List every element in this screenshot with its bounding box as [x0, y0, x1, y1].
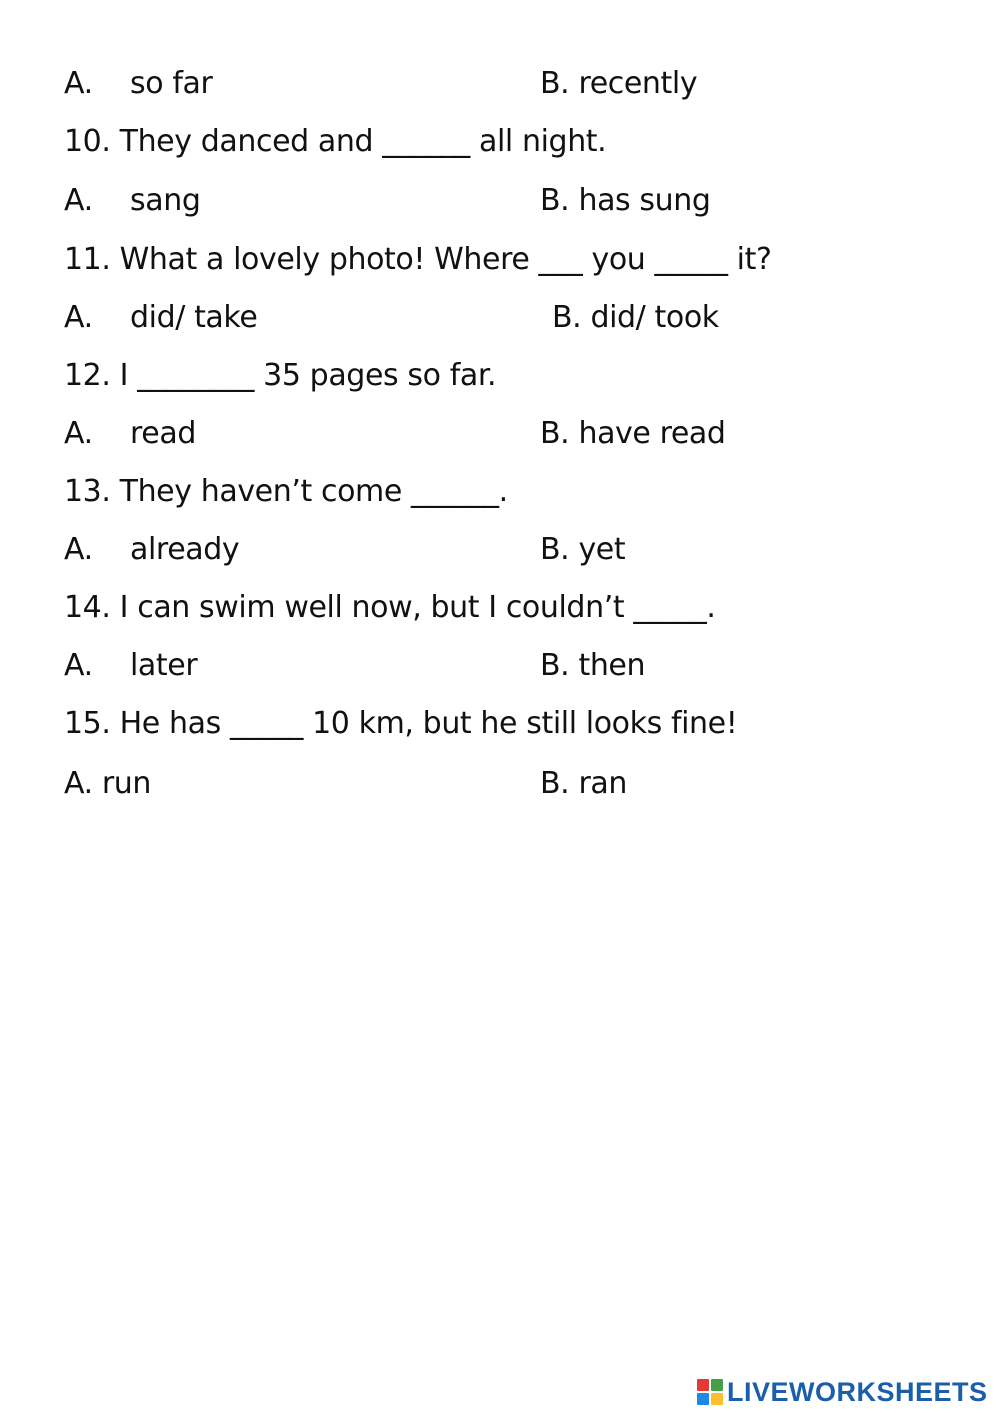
liveworksheets-logo-icon [697, 1379, 723, 1405]
option-a-text: read [130, 416, 196, 451]
option-b-text: B. then [540, 648, 646, 683]
question-row [0, 356, 1000, 414]
option-b-text: B. yet [540, 532, 626, 567]
question-row [0, 588, 1000, 646]
question-13: 13. They haven’t come ______. [64, 474, 508, 509]
options-row [0, 414, 1000, 472]
option-a-text: did/ take [130, 300, 258, 335]
question-row [0, 122, 1000, 180]
brand-name: LIVEWORKSHEETS [727, 1377, 988, 1407]
question-11: 11. What a lovely photo! Where ___ you _____ it? [64, 242, 772, 277]
options-row [0, 181, 1000, 239]
options-row [0, 764, 1000, 822]
logo-cell-red [697, 1379, 709, 1391]
question-row [0, 704, 1000, 762]
options-row [0, 646, 1000, 704]
option-b-text: B. did/ took [552, 300, 719, 335]
option-a-text: sang [130, 183, 201, 218]
option-b-text: B. has sung [540, 183, 711, 218]
question-15: 15. He has _____ 10 km, but he still looks fine! [64, 706, 738, 741]
question-10: 10. They danced and ______ all night. [64, 124, 607, 159]
question-12: 12. I ________ 35 pages so far. [64, 358, 497, 393]
liveworksheets-brand [697, 1378, 988, 1406]
option-a-letter: A. [64, 532, 93, 567]
option-a-letter: A. [64, 416, 93, 451]
option-b-text: B. ran [540, 766, 627, 801]
logo-cell-blue [697, 1393, 709, 1405]
option-a-letter: A. [64, 66, 93, 101]
options-row [0, 298, 1000, 356]
logo-cell-yellow [711, 1393, 723, 1405]
option-a-text: A. run [64, 766, 152, 801]
options-row [0, 64, 1000, 122]
question-row [0, 472, 1000, 530]
option-a-letter: A. [64, 648, 93, 683]
option-a-text: so far [130, 66, 213, 101]
option-a-text: already [130, 532, 240, 567]
option-b-text: B. recently [540, 66, 698, 101]
logo-cell-green [711, 1379, 723, 1391]
option-a-letter: A. [64, 183, 93, 218]
question-row [0, 240, 1000, 298]
option-b-text: B. have read [540, 416, 726, 451]
question-14: 14. I can swim well now, but I couldn’t _____. [64, 590, 716, 625]
options-row [0, 530, 1000, 588]
option-a-letter: A. [64, 300, 93, 335]
option-a-text: later [130, 648, 198, 683]
